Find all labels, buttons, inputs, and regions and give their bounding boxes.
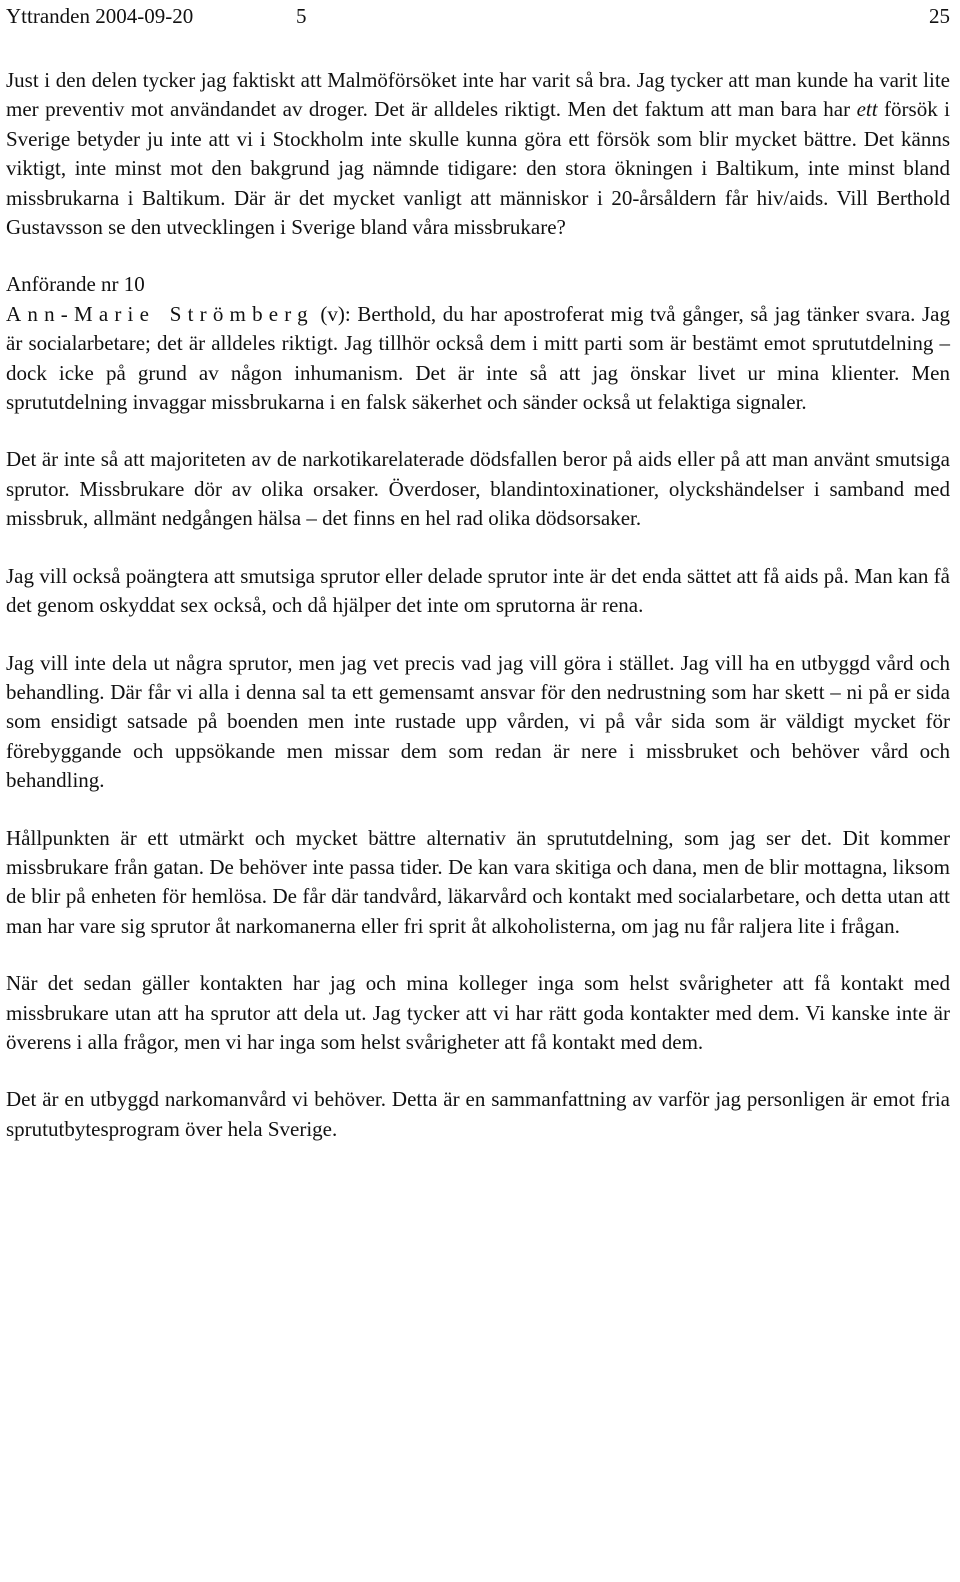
intro-text-b: försök i Sverige betyder ju inte att vi i Stockholm inte skulle kunna göra ett försök som blir mycket bättre. Det känns viktigt, inte minst mot den bakgrund jag nämnde tidigare: den stora ökningen i Baltikum, inte minst bland missbrukarna i Baltikum. Där är det mycket vanligt att människor i 20-årsåldern får hiv/aids. Vill Berthold Gustavsson se den utvecklingen i Sverige bland våra missbrukare? [6,97,950,240]
paragraph-3: Det är inte så att majoriteten av de narkotikarelaterade dödsfallen beror på aids eller på att man använt smutsiga sprutor. Missbrukare dör av olika orsaker. Överdoser, blandintoxinationer, olyckshändelser i samband med missbruk, allmänt nedgången hälsa – det finns en hel rad olika dödsorsaker. [6,447,950,531]
header-right-number: 25 [929,4,950,28]
header-title: Yttranden 2004-09-20 [6,4,194,28]
speech-opening-text: (v): Berthold, du har apostroferat mig två gånger, så jag tänker svara. Jag är socialarbetare; det är alldeles riktigt. Jag tillhör också dem i mitt parti som är bestämt emot sprututdelning – dock icke på grund av någon inhumanism. Det är inte så att jag önskar livet ur mina klienter. Men sprututdelning invaggar missbrukarna i en falsk säkerhet och sänder också ut felaktiga signaler. [6,301,951,415]
speaker-last-name: Strömberg [169,301,314,326]
paragraph-4: Jag vill också poängtera att smutsiga sprutor eller delade sprutor inte är det enda sättet att få aids på. Man kan få det genom oskyddat sex också, och då hjälper det inte om sprutorna är rena. [6,563,950,618]
page-header [6,0,950,38]
paragraph-5: Jag vill inte dela ut några sprutor, men jag vet precis vad jag vill göra i stället. Jag vill ha en utbyggd vård och behandling. Där får vi alla i denna sal ta ett gemensamt ansvar för den nedrustning som har skett – ni på er sida som ensidigt satsade på boenden men inte rustade upp vården, vi på vår sida som är väldigt mycket för förebyggande och uppsökande men missar dem som redan är nere i missbruket och behöver vård och behandling. [6,650,950,793]
paragraph-speech-opening [6,300,950,418]
document-page [6,0,950,1144]
header-page-number: 5 [296,4,307,28]
speaker-first-name: Ann-Marie [6,301,156,326]
paragraph-intro [6,66,950,242]
paragraph-6: Hållpunkten är ett utmärkt och mycket bättre alternativ än sprututdelning, som jag ser det. Dit kommer missbrukare från gatan. De behöver inte passa tider. De kan vara skitiga och dana, men de blir mottagna, liksom de blir på enheten för hemlösa. De får där tandvård, läkarvård och kontakt med socialarbetare, och detta utan att man har vare sig sprutor åt narkomanerna eller fri sprit åt alkoholisterna, om jag nu får raljera lite i frågan. [6,825,950,938]
paragraph-8: Det är en utbyggd narkomanvård vi behöver. Detta är en sammanfattning av varför jag personligen är emot fria sprututbytesprogram över hela Sverige. [6,1087,950,1141]
paragraph-7: När det sedan gäller kontakten har jag och mina kolleger inga som helst svårigheter att få kontakt med missbrukare utan att ha sprutor att dela ut. Jag tycker att vi har rätt goda kontakter med dem. Vi kanske inte är överens i alla frågor, men vi har inga som helst svårigheter att få kontakt med dem. [6,971,950,1054]
speech-heading: Anförande nr 10 [6,272,145,297]
intro-text-a: Just i den delen tycker jag faktiskt att Malmöförsöket inte har varit så bra. Jag tycker att man kunde ha varit lite mer preventiv mot användandet av droger. Det är alldeles riktigt. Men det faktum att man bara har [6,68,950,122]
intro-emphasis: ett [856,97,878,122]
